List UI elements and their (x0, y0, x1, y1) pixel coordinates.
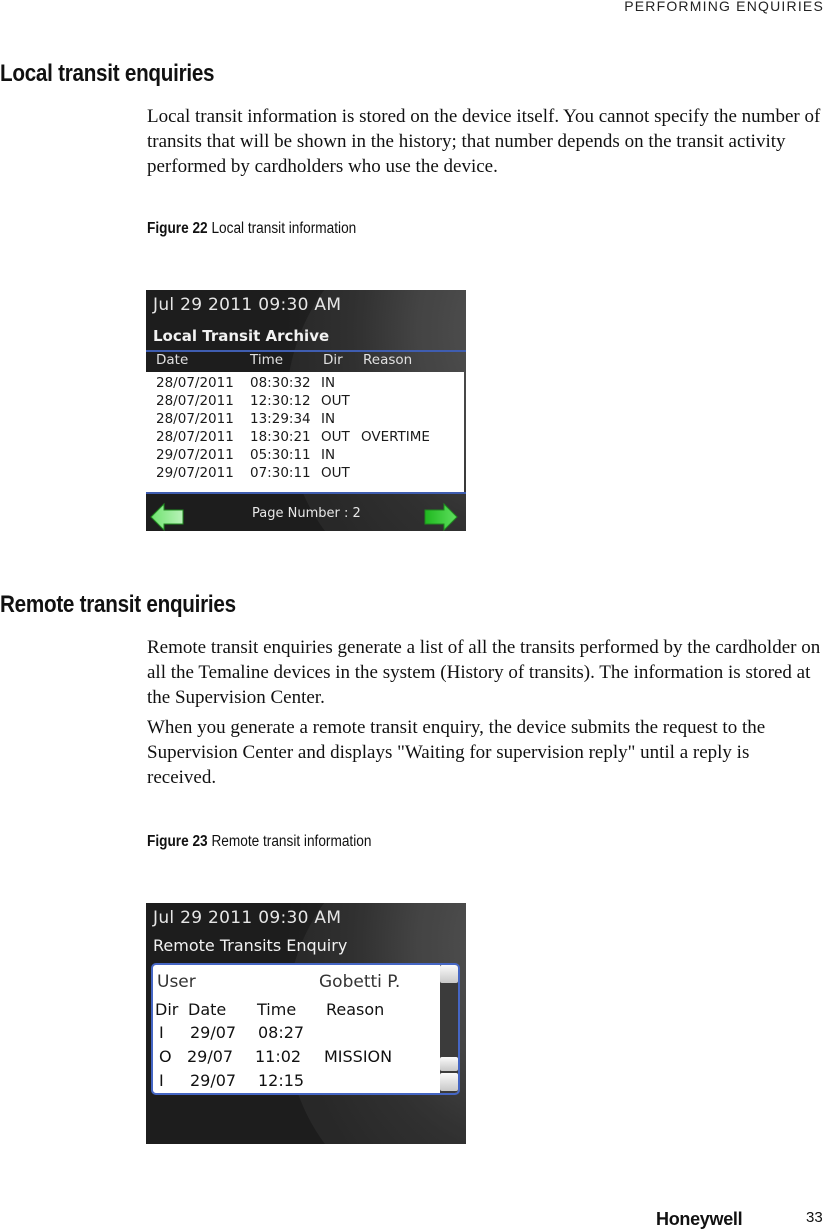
row-date: 29/07/2011 (156, 465, 234, 481)
paragraph-remote-behavior: When you generate a remote transit enquiry, the device submits the request to the Supervision Center and displays "Waiting for supervision reply" until a reply is received. (147, 717, 766, 788)
row-time: 08:27 (258, 1023, 305, 1042)
section-heading-local: Local transit enquiries (0, 60, 215, 87)
row-date: 29/07 (187, 1047, 234, 1066)
row-time: 18:30:21 (250, 429, 311, 445)
screen-footer (146, 494, 466, 531)
row-dir: O (159, 1047, 172, 1066)
row-time: 11:02 (255, 1047, 302, 1066)
row-time: 13:29:34 (250, 411, 311, 427)
transit-list (146, 372, 464, 492)
running-head: PERFORMING ENQUIRIES (624, 0, 824, 14)
figure-caption-text: Remote transit information (211, 833, 372, 850)
user-value: Gobetti P. (319, 972, 401, 992)
figure-caption-23 (147, 833, 371, 851)
column-reason: Reason (326, 1000, 385, 1019)
row-date: 29/07 (190, 1071, 237, 1090)
row-reason: OVERTIME (361, 429, 430, 445)
scroll-down-button[interactable] (440, 1073, 458, 1091)
section-heading-remote: Remote transit enquiries (0, 591, 236, 618)
column-reason: Reason (363, 352, 413, 368)
figure-label: Figure 22 (147, 220, 208, 237)
row-date: 28/07/2011 (156, 375, 234, 391)
row-date: 29/07 (190, 1023, 237, 1042)
enquiry-panel (151, 963, 460, 1095)
row-date: 28/07/2011 (156, 411, 234, 427)
left-arrow-icon[interactable] (150, 502, 184, 531)
page-number: 33 (806, 1209, 823, 1226)
right-arrow-icon[interactable] (424, 502, 458, 531)
row-dir: OUT (321, 429, 350, 445)
row-dir: IN (321, 411, 336, 427)
row-time: 07:30:11 (250, 465, 311, 481)
paragraph-local-intro: Local transit information is stored on the device itself. You cannot specify the number of transits that will be shown in the history; that number depends on the transit activity performed by cardholders who use the device. (147, 106, 821, 177)
screen-clock: Jul 29 2011 09:30 AM (153, 908, 342, 928)
row-date: 29/07/2011 (156, 447, 234, 463)
local-transit-screen (146, 290, 466, 531)
figure-caption-text: Local transit information (211, 220, 357, 237)
row-time: 12:15 (258, 1071, 305, 1090)
row-time: 08:30:32 (250, 375, 311, 391)
scrollbar[interactable] (440, 965, 458, 1093)
scroll-thumb[interactable] (440, 1057, 458, 1071)
table-header (146, 352, 466, 372)
column-dir: Dir (155, 1000, 179, 1019)
row-dir: OUT (321, 465, 350, 481)
screen-title: Local Transit Archive (153, 327, 330, 345)
screen-title: Remote Transits Enquiry (153, 936, 348, 955)
row-dir: IN (321, 375, 336, 391)
honeywell-logo: Honeywell (656, 1209, 743, 1229)
screen-clock: Jul 29 2011 09:30 AM (153, 295, 342, 315)
paragraph-remote-intro: Remote transit enquiries generate a list of all the transits performed by the cardholder on all the Temaline devices in the system (History of transits). The information is stored at the Supervision Center. (147, 637, 821, 708)
figure-caption-22 (147, 220, 356, 238)
row-date: 28/07/2011 (156, 393, 234, 409)
user-label: User (157, 972, 196, 992)
column-time: Time (257, 1000, 297, 1019)
remote-transit-screen (146, 903, 466, 1144)
column-date: Date (156, 352, 189, 368)
page-number-label: Page Number : 2 (252, 506, 361, 521)
row-dir: IN (321, 447, 336, 463)
row-dir: OUT (321, 393, 350, 409)
scroll-up-button[interactable] (440, 965, 458, 983)
figure-label: Figure 23 (147, 833, 208, 850)
row-time: 12:30:12 (250, 393, 311, 409)
row-date: 28/07/2011 (156, 429, 234, 445)
row-dir: I (159, 1023, 164, 1042)
row-reason: MISSION (324, 1047, 393, 1066)
row-dir: I (159, 1071, 164, 1090)
column-dir: Dir (323, 352, 343, 368)
row-time: 05:30:11 (250, 447, 311, 463)
column-time: Time (250, 352, 284, 368)
column-date: Date (188, 1000, 227, 1019)
